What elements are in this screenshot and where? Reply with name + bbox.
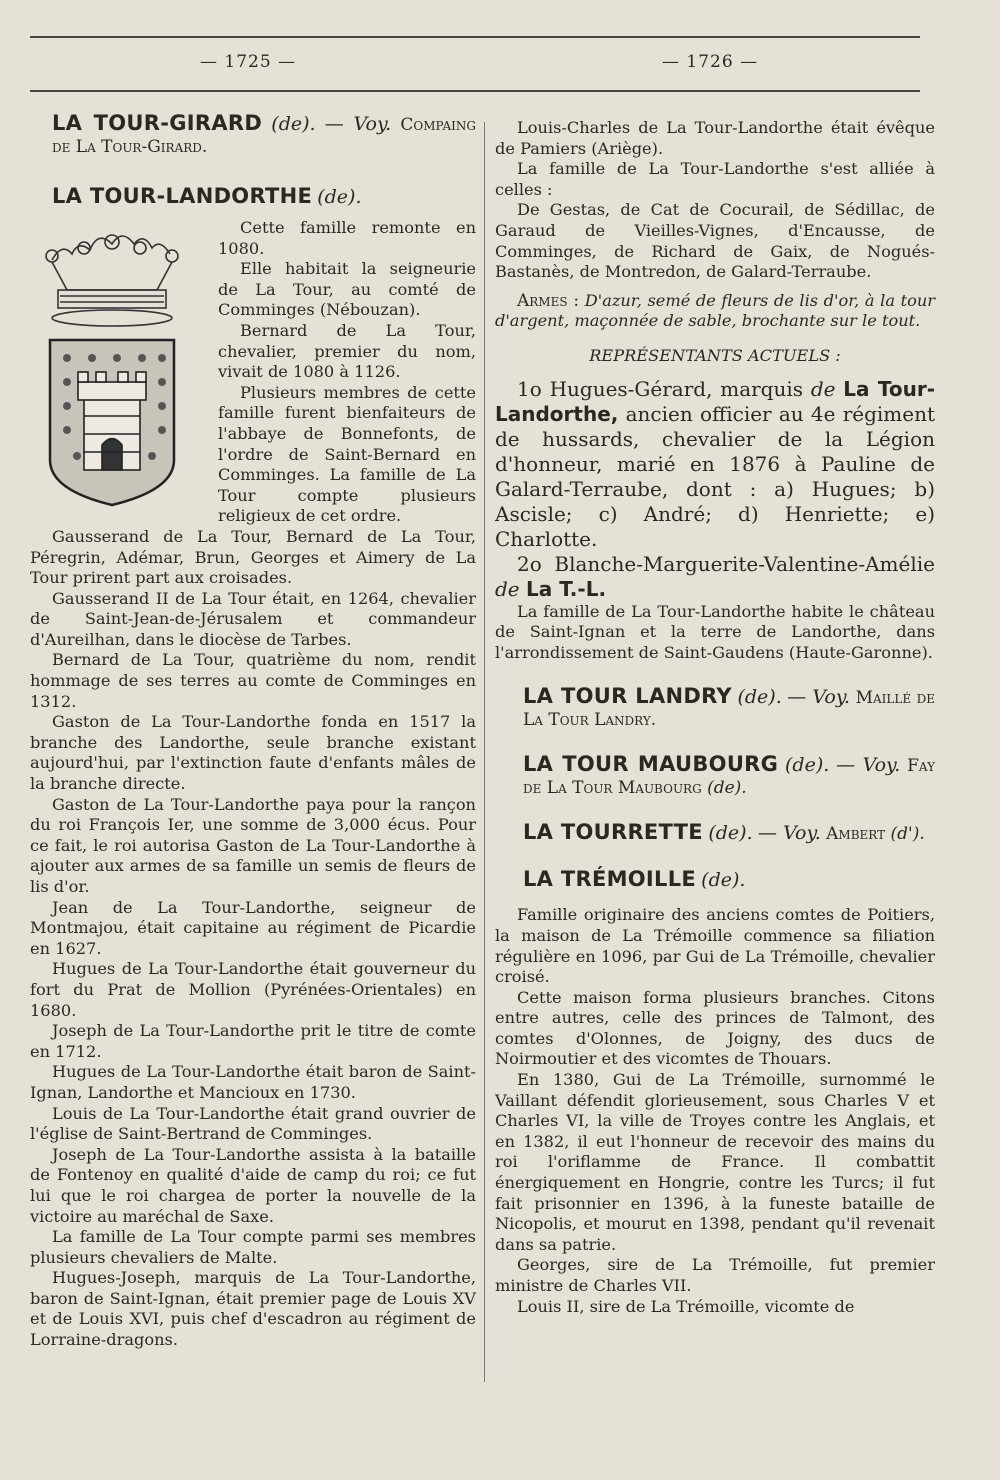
entry-title: LA TOUR MAUBOURG — [523, 752, 779, 777]
armes-text: D'azur, semé de fleurs de lis d'or, à la tour d'argent, maçonnée de sable, brochante sur le tout. — [495, 290, 935, 331]
paragraph: Cette famille remonte en 1080. — [218, 218, 476, 258]
entry-title: LA TOUR-GIRARD — [52, 111, 263, 135]
paragraph: Famille originaire des anciens comtes de Poitiers, la maison de La Trémoille commence sa filiation régulière en 1096, par Gui de La Trémoille, chevalier croisé. — [495, 905, 935, 987]
header-rule — [30, 90, 920, 92]
cross-reference: Compaing de La Tour-Girard. — [52, 115, 476, 157]
representants-title: REPRÉSENTANTS ACTUELS : — [589, 345, 841, 365]
paragraph: Louis II, sire de La Trémoille, vicomte de — [517, 1296, 855, 1316]
entry-title: LA TOURRETTE — [523, 820, 703, 845]
paragraph: La famille de La Tour-Landorthe s'est alliée à celles : — [495, 159, 935, 199]
paragraph: Louis-Charles de La Tour-Landorthe était évêque de Pamiers (Ariège). — [495, 118, 935, 158]
paragraph: Bernard de La Tour, quatrième du nom, rendit hommage de ses terres au comte de Comminges en 1312. — [30, 650, 476, 711]
paragraph: Hugues-Joseph, marquis de La Tour-Landorthe, baron de Saint-Ignan, était premier page de Louis XV et de Louis XVI, puis chef d'escadron au régiment de Lorraine-dragons. — [30, 1268, 476, 1350]
right-column — [495, 118, 935, 1317]
paragraph: De Gestas, de Cat de Cocurail, de Sédillac, de Garaud de Vieilles-Vignes, d'Encausse, de Comminges, de Richard de Gaix, de Nogués-Bastanès, de Montredon, de Galard-Terraube. — [495, 200, 935, 282]
page-number-right: — 1726 — — [662, 52, 759, 72]
paragraph: Plusieurs membres de cette famille furent bienfaiteurs de l'abbaye de Bonnefonts, de l'ordre de Saint-Bernard en Comminges. La famille de La Tour compte plusieurs religieux de cet ordre. — [218, 382, 476, 526]
paragraph: Jean de La Tour-Landorthe, seigneur de Montmajou, était capitaine au régiment de Picardie en 1627. — [30, 897, 476, 958]
entry-la-tour-girard: LA TOUR-GIRARD (de). — Voy. Compaing de La Tour-Girard. — [52, 111, 476, 157]
entry-la-tremoille-title: LA TRÉMOILLE (de). — [523, 867, 746, 892]
paragraph: La famille de La Tour-Landorthe habite le château de Saint-Ignan et la terre de Landorthe, dans l'arrondissement de Saint-Gaudens (Haute-Garonne). — [495, 601, 935, 662]
column-separator — [484, 122, 485, 1382]
paragraph: Hugues de La Tour-Landorthe était baron de Saint-Ignan, Landorthe et Mancioux en 1730. — [30, 1062, 476, 1102]
paragraph: Gaston de La Tour-Landorthe fonda en 1517 la branche des Landorthe, seule branche existant aujourd'hui, par l'extinction faute d'enfants mâles de la branche directe. — [30, 712, 476, 794]
left-column — [30, 112, 476, 1351]
paragraph: Cette maison forma plusieurs branches. Citons entre autres, celle des princes de Talmont, des comtes d'Olonnes, de Joigny, des ducs de Noirmoutier et des vicomtes de Thouars. — [495, 987, 935, 1069]
entry-la-tour-landry: LA TOUR LANDRY (de). — Voy. Maillé de La Tour Landry. — [523, 684, 936, 731]
paragraph: Gausserand II de La Tour était, en 1264, chevalier de Saint-Jean-de-Jérusalem et commandeur d'Aureilhan, dans le diocèse de Tarbes. — [30, 588, 476, 649]
representant-2: 2o Blanche-Marguerite-Valentine-Amélie de La T.-L. — [495, 551, 935, 601]
paragraph: Joseph de La Tour-Landorthe assista à la bataille de Fontenoy en qualité d'aide de camp du roi; ce fut lui que le roi chargea de porter la nouvelle de la victoire au maréchal de Saxe. — [30, 1144, 476, 1226]
paragraph: Joseph de La Tour-Landorthe prit le titre de comte en 1712. — [30, 1021, 476, 1061]
cross-reference: Fay de La Tour Maubourg — [523, 756, 935, 799]
entry-la-tourrette: LA TOURRETTE (de). — Voy. Ambert (d'). — [523, 820, 925, 845]
armes-label: Armes : — [517, 290, 580, 311]
entry-title: LA TRÉMOILLE — [523, 867, 697, 892]
paragraph: En 1380, Gui de La Trémoille, surnommé le Vaillant défendit glorieusement, sous Charles V et Charles VI, la ville de Troyes contre les Anglais, et en 1382, il eut l'honneur de recevoir des mains du roi l'oriflamme de France. Il combattit énergiquement en Hongrie, contre les Turcs; il fut fait prisonnier en 1396, à la funeste bataille de Nicopolis, et mourut en 1398, pendant qu'il revenait dans sa patrie. — [495, 1070, 935, 1254]
paragraph: La famille de La Tour compte parmi ses membres plusieurs chevaliers de Malte. — [30, 1227, 476, 1267]
entry-la-tour-landorthe-title: LA TOUR-LANDORTHE (de). — [52, 184, 362, 208]
paragraph: Hugues de La Tour-Landorthe était gouverneur du fort du Prat de Mollion (Pyrénées-Orientales) en 1680. — [30, 959, 476, 1020]
armes-blazon — [495, 291, 935, 332]
cross-reference: Maillé de La Tour Landry. — [523, 688, 936, 731]
tower-icon — [78, 372, 146, 470]
paragraph: Gausserand de La Tour, Bernard de La Tour, Péregrin, Adémar, Brun, Georges et Aimery de La Tour prirent part aux croisades. — [30, 526, 476, 588]
entry-title: LA TOUR-LANDORTHE — [52, 184, 313, 208]
paragraph: Elle habitait la seigneurie de La Tour, au comté de Comminges (Nébouzan). — [218, 259, 476, 320]
paragraph: Bernard de La Tour, chevalier, premier du nom, vivait de 1080 à 1126. — [218, 320, 476, 382]
entry-title: LA TOUR LANDRY — [523, 684, 732, 709]
representant-1: 1o Hugues-Gérard, marquis de La Tour-Landorthe, ancien officier au 4e régiment de hussards, chevalier de la Légion d'honneur, marié en 1876 à Pauline de Galard-Terraube, dont : a) Hugues; b) Ascisle; c) André; d) Henriette; e) Charlotte. — [495, 376, 936, 551]
page-number-left: — 1725 — — [200, 52, 297, 72]
paragraph: Georges, sire de La Trémoille, fut premier ministre de Charles VII. — [495, 1255, 935, 1295]
entry-la-tour-maubourg: LA TOUR MAUBOURG (de). — Voy. Fay de La Tour Maubourg (de). — [523, 752, 935, 799]
paragraph: Gaston de La Tour-Landorthe paya pour la rançon du roi François Ier, une somme de 3,000 écus. Pour ce fait, le roi autorisa Gaston de La Tour-Landorthe à ajouter aux armes de sa famille un semis de fleurs de lis d'or. — [30, 794, 476, 896]
coat-of-arms-figure — [12, 220, 212, 520]
crown-icon — [46, 235, 178, 326]
coat-of-arms-icon — [12, 220, 212, 520]
cross-reference: Ambert — [826, 824, 886, 845]
paragraph: Louis de La Tour-Landorthe était grand ouvrier de l'église de Saint-Bertrand de Comminges. — [30, 1103, 476, 1144]
top-rule — [30, 36, 920, 38]
